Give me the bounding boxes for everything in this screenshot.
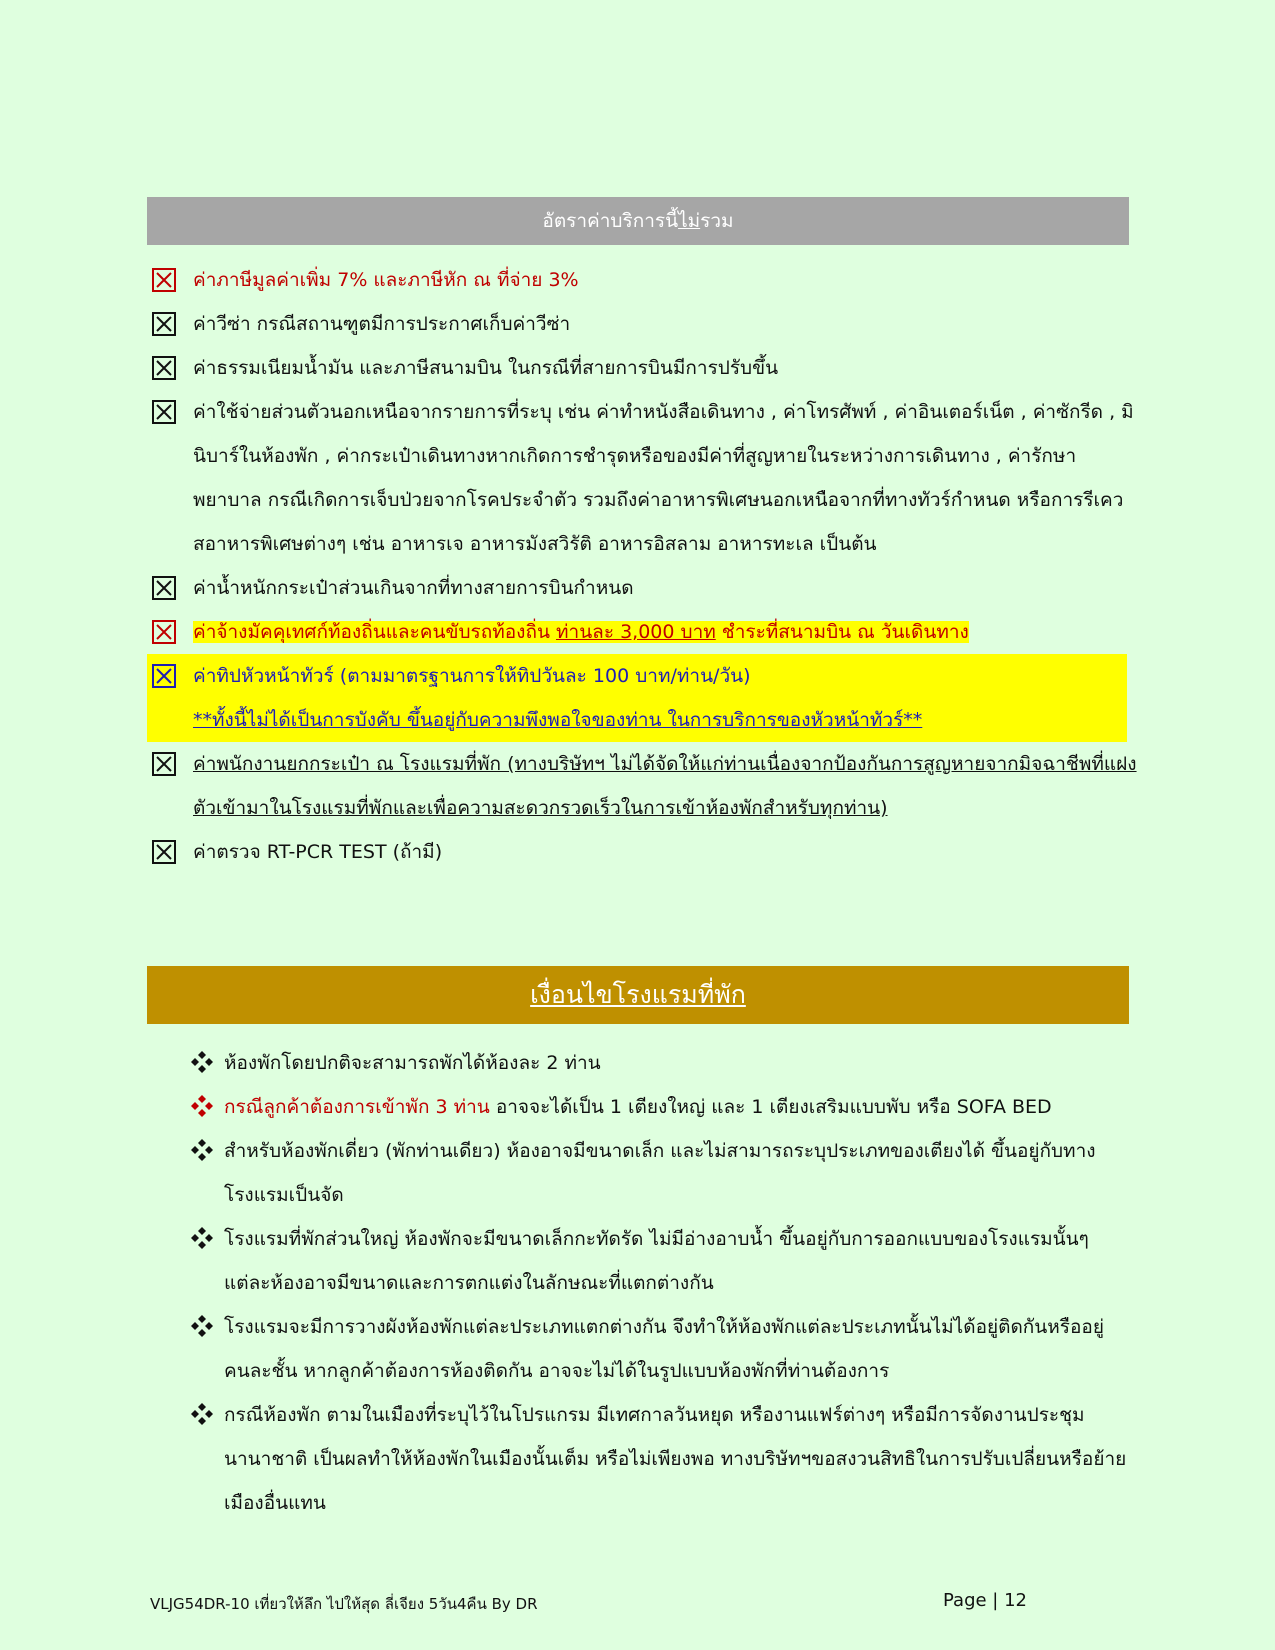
exclusions-header: [147, 197, 1129, 245]
item-text: ค่าภาษีมูลค่าเพิ่ม 7% และภาษีหัก ณ ที่จ่าย 3%: [193, 269, 579, 291]
guide-fee-payment: ชำระที่สนามบิน ณ วันเดินทาง: [715, 621, 969, 643]
hotel-conditions-header: [147, 966, 1129, 1024]
diamond-bullet-icon: [190, 1226, 214, 1250]
exclusions-list: [147, 258, 1142, 874]
checkbox-x-icon: [151, 355, 177, 381]
item-text: ค่าวีซ่า กรณีสถานฑูตมีการประกาศเก็บค่าวีซ่า: [193, 313, 571, 335]
diamond-bullet-icon: [190, 1402, 214, 1426]
tip-note: **ทั้งนี้ไม่ได้เป็นการบังคับ ขึ้นอยู่กับความพึงพอใจของท่าน ในการบริการของหัวหน้าทัวร์**: [193, 709, 923, 731]
list-item: [147, 566, 1142, 610]
exclusions-header-prefix: อัตราค่าบริการนี้: [542, 210, 679, 232]
guide-fee-amount: ท่านละ 3,000 บาท: [556, 621, 716, 643]
checkbox-x-icon: [151, 311, 177, 337]
exclusions-header-suffix: รวม: [700, 210, 734, 232]
item-text: ห้องพักโดยปกติจะสามารถพักได้ห้องละ 2 ท่าน: [224, 1052, 601, 1074]
checkbox-x-icon: [151, 839, 177, 865]
hotel-conditions-title: เงื่อนไขโรงแรมที่พัก: [530, 980, 746, 1009]
list-item: [190, 1217, 1140, 1305]
footer-page-number: Page | 12: [943, 1590, 1027, 1611]
list-item: [147, 830, 1142, 874]
triple-occupancy-text: กรณีลูกค้าต้องการเข้าพัก 3 ท่าน: [224, 1096, 490, 1118]
list-item: [190, 1129, 1140, 1217]
checkbox-x-icon: [151, 751, 177, 777]
item-text: ค่าตรวจ RT-PCR TEST (ถ้ามี): [193, 841, 443, 863]
list-item: [147, 258, 1142, 302]
tip-text: ค่าทิปหัวหน้าทัวร์ (ตามมาตรฐานการให้ทิปวันละ 100 บาท/ท่าน/วัน): [193, 665, 751, 687]
item-text: [193, 610, 1142, 654]
list-item: [147, 654, 1127, 742]
checkbox-x-icon: [151, 267, 177, 293]
item-text: สำหรับห้องพักเดี่ยว (พักท่านเดียว) ห้องอาจมีขนาดเล็ก และไม่สามารถระบุประเภทของเตียงได้ ขึ้นอยู่กับทางโรงแรมเป็นจัด: [224, 1140, 1096, 1206]
item-text: [224, 1085, 1140, 1129]
list-item: [147, 610, 1142, 654]
item-text: ค่าพนักงานยกกระเป๋า ณ โรงแรมที่พัก (ทางบริษัทฯ ไม่ได้จัดให้แก่ท่านเนื่องจากป้องกันการสูญหายจากมิจฉาชีพที่แฝงตัวเข้ามาในโรงแรมที่พักและเพื่อความสะดวกรวดเร็วในการเข้าห้องพักสำหรับทุกท่าน): [193, 753, 1137, 819]
diamond-bullet-icon: [190, 1138, 214, 1162]
footer-program-code: VLJG54DR-10 เที่ยวให้ลึก ไปให้สุด ลี่เจียง 5วัน4คืน By DR: [150, 1595, 538, 1613]
checkbox-x-icon: [151, 663, 177, 689]
list-item: [147, 302, 1142, 346]
list-item: [190, 1393, 1140, 1525]
triple-occupancy-rest: อาจจะได้เป็น 1 เตียงใหญ่ และ 1 เตียงเสริมแบบพับ หรือ SOFA BED: [489, 1096, 1052, 1118]
item-text: ค่าธรรมเนียมน้ำมัน และภาษีสนามบิน ในกรณีที่สายการบินมีการปรับขึ้น: [193, 357, 779, 379]
diamond-bullet-icon: [190, 1050, 214, 1074]
item-text: โรงแรมจะมีการวางผังห้องพักแต่ละประเภทแตกต่างกัน จึงทำให้ห้องพักแต่ละประเภทนั้นไม่ได้อยู่ติดกันหรืออยู่คนละชั้น หากลูกค้าต้องการห้องติดกัน อาจจะไม่ได้ในรูปแบบห้องพักที่ท่านต้องการ: [224, 1316, 1104, 1382]
item-text: กรณีห้องพัก ตามในเมืองที่ระบุไว้ในโปรแกรม มีเทศกาลวันหยุด หรืองานแฟร์ต่างๆ หรือมีการจัดงานประชุมนานาชาติ เป็นผลทำให้ห้องพักในเมืองนั้นเต็ม หรือไม่เพียงพอ ทางบริษัทฯขอสงวนสิทธิในการปรับเปลี่ยนหรือย้ายเมืองอื่นแทน: [224, 1404, 1127, 1514]
diamond-bullet-icon: [190, 1094, 214, 1118]
guide-fee-text: ค่าจ้างมัคคุเทศก์ท้องถิ่นและคนขับรถท้องถิ่น: [193, 621, 556, 643]
hotel-conditions-list: [190, 1041, 1140, 1525]
item-text: [193, 654, 1127, 742]
list-item: [190, 1041, 1140, 1085]
list-item: [190, 1085, 1140, 1129]
list-item: [147, 742, 1142, 830]
list-item: [190, 1305, 1140, 1393]
item-text: โรงแรมที่พักส่วนใหญ่ ห้องพักจะมีขนาดเล็กกะทัดรัด ไม่มีอ่างอาบน้ำ ขึ้นอยู่กับการออกแบบของโรงแรมนั้นๆ แต่ละห้องอาจมีขนาดและการตกแต่งในลักษณะที่แตกต่างกัน: [224, 1228, 1089, 1294]
exclusions-header-emphasis: ไม่: [678, 210, 701, 232]
item-text: ค่าน้ำหนักกระเป๋าส่วนเกินจากที่ทางสายการบินกำหนด: [193, 577, 634, 599]
checkbox-x-icon: [151, 399, 177, 425]
checkbox-x-icon: [151, 575, 177, 601]
list-item: [147, 346, 1142, 390]
diamond-bullet-icon: [190, 1314, 214, 1338]
list-item: [147, 390, 1142, 566]
checkbox-x-icon: [151, 619, 177, 645]
item-text: ค่าใช้จ่ายส่วนตัวนอกเหนือจากรายการที่ระบุ เช่น ค่าทำหนังสือเดินทาง , ค่าโทรศัพท์ , ค่าอินเตอร์เน็ต , ค่าซักรีด , มินิบาร์ในห้องพัก , ค่ากระเป๋าเดินทางหากเกิดการชำรุดหรือของมีค่าที่สูญหายในระหว่างการเดินทาง , ค่ารักษาพยาบาล กรณีเกิดการเจ็บป่วยจากโรคประจำตัว รวมถึงค่าอาหารพิเศษนอกเหนือจากที่ทางทัวร์กำหนด หรือการรีเควสอาหารพิเศษต่างๆ เช่น อาหารเจ อาหารมังสวิรัติ อาหารอิสลาม อาหารทะเล เป็นต้น: [193, 401, 1134, 555]
